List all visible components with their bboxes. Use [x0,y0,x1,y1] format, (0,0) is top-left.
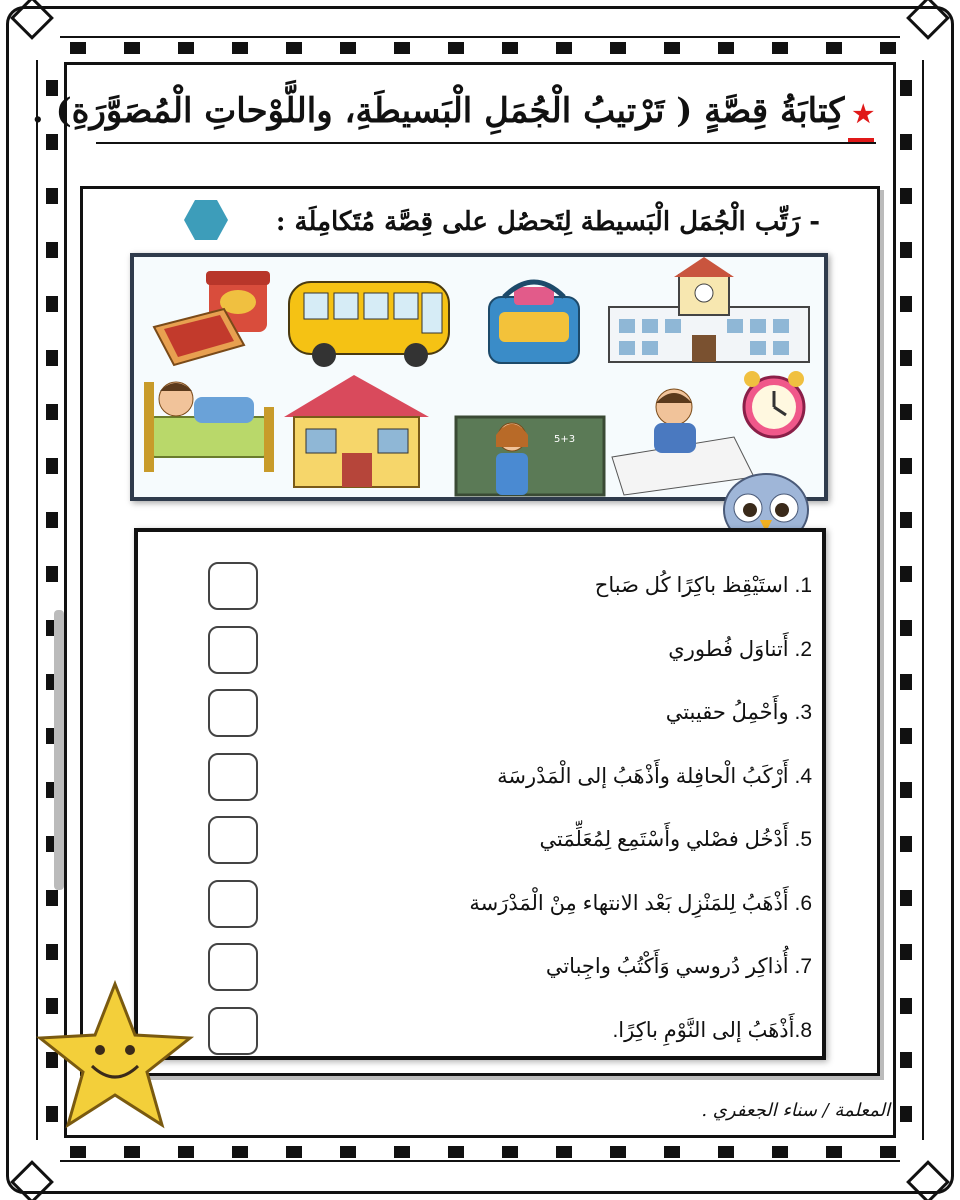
order-answer-box[interactable] [208,562,258,610]
title-text: كِتابَةُ قِصَّةٍ ( تَرْتيبُ الْجُمَلِ الْبَسيطَةِ، واللَّوْحاتِ الْمُصَوَّرَةِ) . [31,91,845,131]
sentence-item: 8.أَذْهَبُ إلى النَّوْمِ باكِرًا. [612,1018,812,1042]
side-decoration [40,600,80,900]
order-answer-box[interactable] [208,943,258,991]
teacher-at-board-picture [456,417,604,495]
sentence-item: 7. أُذاكِر دُروسي وَأَكْتُبُ واجِباتي [545,955,812,978]
sentence-item: 6. أَذْهَبُ لِلمَنْزِل بَعْد الانتهاء مِنْ الْمَدْرَسة [469,891,812,915]
teacher-signature: المعلمة / سناء الجعفري . [701,1100,890,1121]
order-answer-box[interactable] [208,1007,258,1055]
smiling-star-icon [30,980,200,1130]
star-bullet-icon: ★ [852,99,874,128]
alarm-clock-picture [744,371,804,437]
page-title [31,86,874,139]
order-answer-box[interactable] [208,816,258,864]
title-accent-line [848,138,874,142]
order-answer-box[interactable] [208,689,258,737]
school-bus-picture [289,282,449,367]
toast-and-jam-picture [154,271,270,365]
school-building-picture [609,257,809,362]
sentence-item: 2. أَتناوَل فُطوري [668,637,812,661]
sentence-item: 4. أَرْكَبُ الْحافِلة وأَذْهَبُ إلى الْمَدْرسَة [497,764,812,788]
instruction-text: - رَتِّب الْجُمَل الْبَسيطة لِتَحصُل على قِصَّة مُتَكامِلَة : [275,207,820,237]
sleeping-boy-picture [144,382,274,472]
order-answer-box[interactable] [208,753,258,801]
sentence-item: 5. أَدْخُل فصْلي وأَسْتَمِع لِمُعَلِّمَتي [539,828,812,851]
title-underline [96,142,876,144]
svg-text:5+3: 5+3 [554,434,576,445]
sentence-item: 3. وأَحْمِلُ حقيبتي [665,701,812,724]
order-answer-box[interactable] [208,626,258,674]
order-answer-box[interactable] [208,880,258,928]
school-bag-picture [489,282,579,363]
house-picture [284,375,429,487]
sentence-item: 1. استَيْقِظ باكِرًا كُل صَباح [594,574,812,597]
